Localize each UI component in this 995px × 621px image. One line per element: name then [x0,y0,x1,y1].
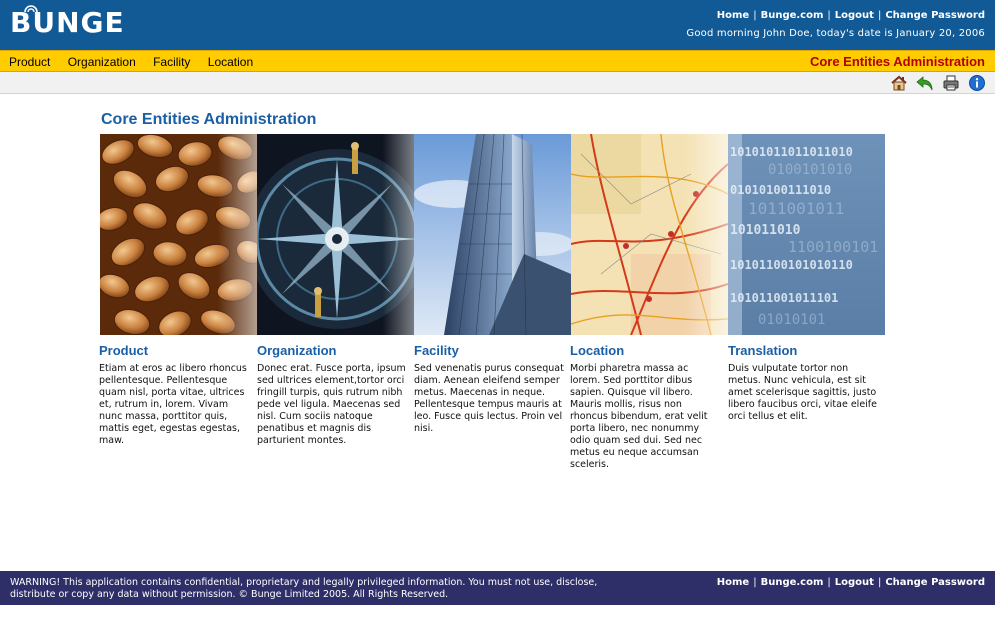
header-link-bunge-com[interactable]: Bunge.com [760,10,824,21]
svg-text:1100100101: 1100100101 [788,238,879,256]
section-title-location[interactable]: Location [570,343,625,358]
menu-item-location[interactable]: Location [207,55,254,69]
home-icon[interactable] [890,74,908,92]
svg-text:01010101: 01010101 [758,312,826,328]
menu-item-facility[interactable]: Facility [153,55,191,69]
header-bar [0,0,995,50]
menubar-title: Core Entities Administration [809,54,985,69]
header-links: Home | Bunge.com | Logout | Change Password [716,10,985,21]
back-arrow-icon[interactable] [916,74,934,92]
svg-text:10101011011011010: 10101011011011010 [730,145,853,159]
footer-link-bunge-com[interactable]: Bunge.com [760,577,824,588]
info-icon[interactable] [968,74,986,92]
main-menu [9,55,267,69]
footer-links: Home | Bunge.com | Logout | Change Password [716,577,985,588]
section-text-translation: Duis vulputate tortor non metus. Nunc vehicula, est sit amet scelerisque sagittis, justo libero faucibus orci, vitae eleife orci tellus et elit. [728,363,877,422]
section-text-organization: Donec erat. Fusce porta, ipsum sed ultrices element,tortor orci fringill turpis, quis rutrum nibh pede vel ligula. Maecenas sed nisl. Cum sociis natoque penatibus et magnis dis parturient montes. [257,363,406,446]
section-title-product[interactable]: Product [99,343,149,358]
wheat-grain-image [100,134,257,335]
bunge-logo[interactable] [10,6,125,39]
section-text-facility: Sed venenatis purus consequat diam. Aenean eleifend semper metus. Maecenas in neque. Pellentesque tempus mauris at leo. Fusce quis lectus. Proin vel nisi. [414,363,564,434]
page-title: Core Entities Administration [101,111,317,128]
banner-image [100,134,885,335]
logo-sun-icon [24,4,38,12]
svg-text:101011010: 101011010 [730,223,801,238]
section-product [99,343,249,447]
skyscraper-image [414,134,571,335]
header-link-home[interactable]: Home [716,10,750,21]
svg-text:0100101010: 0100101010 [768,162,853,178]
svg-text:101011001011101: 101011001011101 [730,291,839,305]
binary-code-image [728,134,885,335]
compass-image [257,134,414,335]
header-link-logout[interactable]: Logout [834,10,874,21]
svg-text:10101100101010110: 10101100101010110 [730,258,853,272]
footer-warning: WARNING! This application contains confidential, proprietary and legally privileged information. You must not use, disclose, distribute or copy any data without permission. © Bunge Limited 2005. All Rights Reserved. [10,577,598,600]
section-text-product: Etiam at eros ac libero rhoncus pellentesque. Pellentesque quam nisl, porta vitae, ultrices et, rutrum in, lorem. Vivam nunc massa, porttitor quis, mattis eget, egestas egestas, maw. [99,363,247,446]
section-title-translation[interactable]: Translation [728,343,798,358]
section-text-location: Morbi pharetra massa ac lorem. Sed porttitor dibus sapien. Quisque vil libero. Mauris mollis, risus non rhoncus bibendum, erat velit porta libero, nec nonummy odio quam sed dui. Sed nec metus eu neque accumsan sceleris. [570,363,708,470]
header-link-change-password[interactable]: Change Password [885,10,985,21]
footer-link-change-password[interactable]: Change Password [885,577,985,588]
section-facility [414,343,564,435]
logo-text: BUNGE [10,6,125,39]
menu-item-product[interactable]: Product [9,55,51,69]
section-location [570,343,720,471]
toolbar [0,72,995,94]
menu-bar [0,50,995,72]
footer-link-logout[interactable]: Logout [834,577,874,588]
section-title-facility[interactable]: Facility [414,343,459,358]
section-title-organization[interactable]: Organization [257,343,337,358]
section-translation [728,343,878,423]
section-organization [257,343,407,447]
footer-link-home[interactable]: Home [716,577,750,588]
road-map-image [571,134,728,335]
print-icon[interactable] [942,74,960,92]
menu-item-organization[interactable]: Organization [67,55,136,69]
svg-text:01010100111010: 01010100111010 [730,183,832,197]
greeting-text: Good morning John Doe, today's date is January 20, 2006 [686,28,985,39]
footer-bar [0,571,995,605]
svg-text:1011001011: 1011001011 [748,199,845,218]
